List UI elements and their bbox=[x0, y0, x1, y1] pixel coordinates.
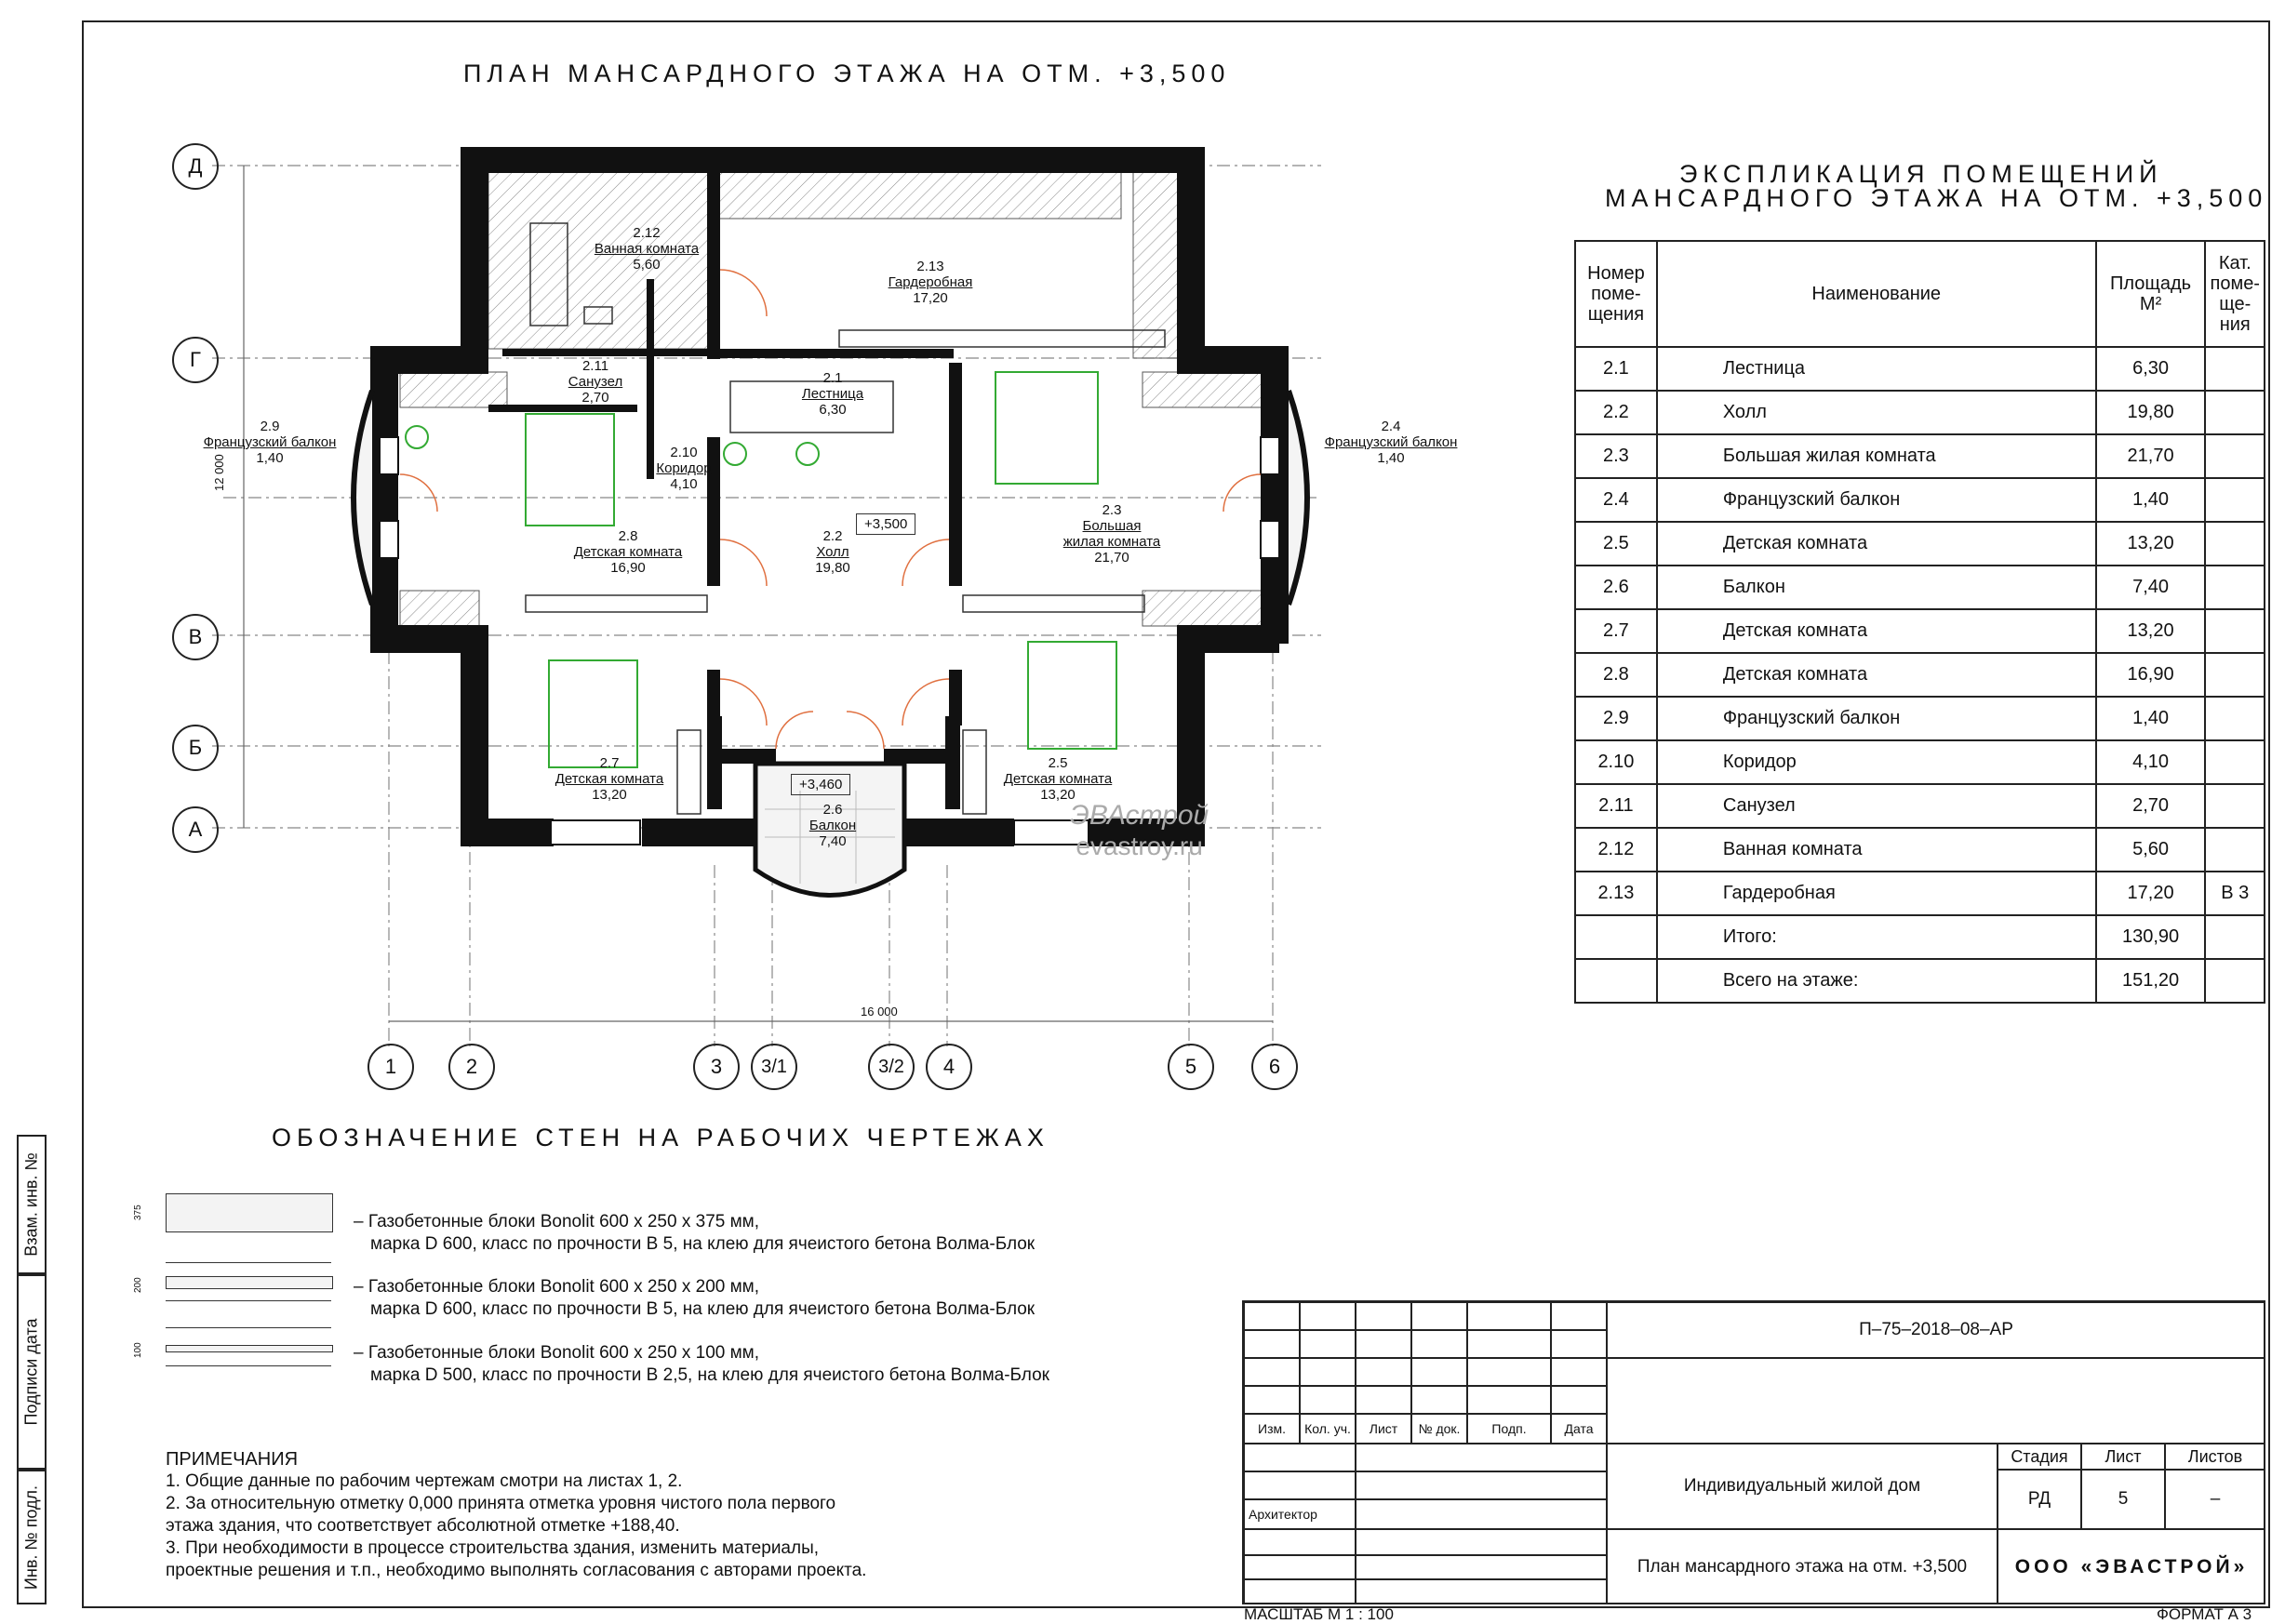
tb-grid bbox=[1551, 1302, 1607, 1330]
tb-code: П–75–2018–08–АР bbox=[1607, 1302, 2265, 1358]
row-cat: В 3 bbox=[2205, 872, 2265, 915]
axis-number-6-text: 6 bbox=[1268, 1055, 1281, 1078]
row-cat bbox=[2205, 566, 2265, 609]
tb-grid bbox=[1356, 1471, 1607, 1499]
wall-legend-200 bbox=[354, 1276, 1035, 1321]
table-header-row bbox=[1575, 241, 2265, 347]
row-area: 6,30 bbox=[2096, 347, 2206, 391]
tb-col-doc: № док. bbox=[1411, 1414, 1467, 1444]
row-name: Французский балкон bbox=[1657, 697, 2096, 740]
tb-grid bbox=[1244, 1471, 1356, 1499]
room-2-5-name: Детская комната bbox=[1003, 771, 1113, 787]
room-2-2-area: 19,80 bbox=[815, 560, 850, 576]
axis-number-3-2 bbox=[868, 1044, 915, 1090]
room-2-1-num: 2.1 bbox=[822, 370, 843, 386]
axis-letter-b-text: Б bbox=[188, 736, 203, 759]
row-name: Большая жилая комната bbox=[1657, 434, 2096, 478]
row-num: 2.12 bbox=[1575, 828, 1657, 872]
floor-value: 151,20 bbox=[2096, 959, 2206, 1003]
row-num: 2.3 bbox=[1575, 434, 1657, 478]
tb-grid bbox=[1244, 1579, 1356, 1604]
row-num: 2.5 bbox=[1575, 522, 1657, 566]
floor-empty bbox=[1575, 959, 1657, 1003]
table-row bbox=[1575, 391, 2265, 434]
axis-letter-v-text: В bbox=[188, 625, 203, 648]
room-2-12 bbox=[577, 225, 716, 273]
row-cat bbox=[2205, 697, 2265, 740]
table-row bbox=[1575, 697, 2265, 740]
tb-sheets-label: Листов bbox=[2165, 1444, 2265, 1470]
tb-grid bbox=[1244, 1555, 1356, 1579]
room-2-3-name: Большая bbox=[1082, 518, 1142, 534]
row-area: 1,40 bbox=[2096, 697, 2206, 740]
axis-number-3-2-text: 3/2 bbox=[878, 1056, 904, 1077]
axis-number-6 bbox=[1251, 1044, 1298, 1090]
tb-grid bbox=[1551, 1386, 1607, 1414]
dimension-horizontal: 16 000 bbox=[861, 1005, 898, 1018]
stamp-signatures-text: Подписи дата bbox=[21, 1318, 41, 1426]
row-cat bbox=[2205, 391, 2265, 434]
notes bbox=[166, 1448, 866, 1582]
row-area: 19,80 bbox=[2096, 391, 2206, 434]
tb-grid bbox=[1411, 1302, 1467, 1330]
room-2-7 bbox=[540, 755, 679, 803]
watermark-brand: ЭВАстрой bbox=[1070, 800, 1209, 831]
stamp-vzam-inv-text: Взам. инв. № bbox=[21, 1152, 41, 1257]
header-name: Наименование bbox=[1657, 241, 2096, 347]
axis-letter-g-text: Г bbox=[190, 348, 201, 371]
axis-number-1 bbox=[367, 1044, 414, 1090]
notes-line: проектные решения и т.п., необходимо выполнять согласования с авторами проекта. bbox=[166, 1561, 867, 1580]
row-name: Ванная комната bbox=[1657, 828, 2096, 872]
room-2-8-name: Детская комната bbox=[573, 544, 683, 560]
tb-sheet-label: Лист bbox=[2081, 1444, 2165, 1470]
room-2-9 bbox=[191, 419, 349, 466]
tb-col-date: Дата bbox=[1551, 1414, 1607, 1444]
wall-legend-100 bbox=[354, 1342, 1049, 1387]
row-cat bbox=[2205, 522, 2265, 566]
total-value: 130,90 bbox=[2096, 915, 2206, 959]
header-num: Номер поме-щения bbox=[1575, 241, 1657, 347]
axis-number-2-text: 2 bbox=[465, 1055, 478, 1078]
row-name: Коридор bbox=[1657, 740, 2096, 784]
wall-swatch-200-core bbox=[166, 1276, 333, 1289]
tb-grid bbox=[1356, 1330, 1411, 1358]
wall-swatch-375 bbox=[166, 1193, 333, 1232]
total-cat-empty bbox=[2205, 915, 2265, 959]
tb-grid bbox=[1467, 1386, 1551, 1414]
table-row bbox=[1575, 347, 2265, 391]
wall-swatch-100-core bbox=[166, 1345, 333, 1352]
axis-letter-a bbox=[172, 806, 219, 853]
room-2-4-num: 2.4 bbox=[1381, 419, 1401, 434]
tb-grid bbox=[1300, 1386, 1356, 1414]
tb-grid bbox=[1356, 1302, 1411, 1330]
header-cat: Кат. поме-ще-ния bbox=[2205, 241, 2265, 347]
row-num: 2.1 bbox=[1575, 347, 1657, 391]
explication-table bbox=[1574, 240, 2265, 1004]
table-total-row bbox=[1575, 915, 2265, 959]
room-2-1-area: 6,30 bbox=[819, 402, 847, 418]
wall-legend-100-line2: марка D 500, класс по прочности В 2,5, на клею для ячеистого бетона Волма-Блок bbox=[370, 1365, 1049, 1385]
stamp-inv-podl bbox=[17, 1470, 47, 1604]
tb-grid bbox=[1356, 1358, 1411, 1386]
room-2-2-num: 2.2 bbox=[822, 528, 843, 544]
row-area: 7,40 bbox=[2096, 566, 2206, 609]
room-2-1-name: Лестница bbox=[801, 386, 864, 402]
room-2-11 bbox=[549, 358, 642, 406]
wall-legend-375 bbox=[354, 1211, 1035, 1256]
tb-grid bbox=[1467, 1330, 1551, 1358]
floor-cat-empty bbox=[2205, 959, 2265, 1003]
row-area: 21,70 bbox=[2096, 434, 2206, 478]
room-2-3-num: 2.3 bbox=[1102, 502, 1122, 518]
explication-title-line1: ЭКСПЛИКАЦИЯ ПОМЕЩЕНИЙ bbox=[1679, 160, 2163, 188]
tb-grid bbox=[1356, 1579, 1607, 1604]
row-cat bbox=[2205, 653, 2265, 697]
wall-legend-200-line1: – Газобетонные блоки Bonolit 600 x 250 x 200 мм, bbox=[354, 1277, 760, 1297]
row-area: 13,20 bbox=[2096, 609, 2206, 653]
row-name: Гардеробная bbox=[1657, 872, 2096, 915]
tb-blank bbox=[1607, 1358, 2265, 1444]
wall-thickness-200: 200 bbox=[133, 1277, 143, 1293]
watermark-url: evastroy.ru bbox=[1076, 832, 1203, 860]
wall-legend-200-line2: марка D 600, класс по прочности В 5, на клею для ячеистого бетона Волма-Блок bbox=[370, 1299, 1036, 1319]
row-num: 2.10 bbox=[1575, 740, 1657, 784]
tb-drawing: План мансардного этажа на отм. +3,500 bbox=[1607, 1529, 1998, 1604]
table-row bbox=[1575, 478, 2265, 522]
row-num: 2.9 bbox=[1575, 697, 1657, 740]
room-2-13 bbox=[861, 259, 1000, 306]
axis-letter-d bbox=[172, 143, 219, 190]
room-2-4-area: 1,40 bbox=[1377, 450, 1405, 466]
wall-legend-375-line1: – Газобетонные блоки Bonolit 600 x 250 x 375 мм, bbox=[354, 1212, 760, 1231]
room-2-6-name: Балкон bbox=[808, 818, 857, 833]
room-2-7-num: 2.7 bbox=[599, 755, 620, 771]
tb-grid bbox=[1411, 1358, 1467, 1386]
row-cat bbox=[2205, 478, 2265, 522]
tb-stage-label: Стадия bbox=[1998, 1444, 2081, 1470]
tb-company: ООО «ЭВАСТРОЙ» bbox=[1998, 1529, 2265, 1604]
tb-grid bbox=[1356, 1386, 1411, 1414]
tb-grid bbox=[1300, 1330, 1356, 1358]
room-2-1 bbox=[786, 370, 879, 418]
axis-number-5 bbox=[1168, 1044, 1214, 1090]
tb-grid bbox=[1411, 1386, 1467, 1414]
tb-grid bbox=[1411, 1330, 1467, 1358]
row-num: 2.6 bbox=[1575, 566, 1657, 609]
row-cat bbox=[2205, 434, 2265, 478]
tb-col-podp: Подп. bbox=[1467, 1414, 1551, 1444]
tb-stage: РД bbox=[1998, 1470, 2081, 1529]
room-2-6 bbox=[786, 802, 879, 849]
room-2-9-num: 2.9 bbox=[260, 419, 280, 434]
wall-legend-100-line1: – Газобетонные блоки Bonolit 600 x 250 x 100 мм, bbox=[354, 1343, 760, 1363]
room-2-10-num: 2.10 bbox=[670, 445, 698, 460]
floor-label: Всего на этаже: bbox=[1657, 959, 2096, 1003]
stamp-vzam-inv bbox=[17, 1135, 47, 1274]
axis-number-3-text: 3 bbox=[710, 1055, 723, 1078]
tb-architect: Архитектор bbox=[1244, 1499, 1356, 1529]
floor-plan bbox=[158, 130, 1321, 1107]
walls-legend-title: ОБОЗНАЧЕНИЕ СТЕН НА РАБОЧИХ ЧЕРТЕЖАХ bbox=[272, 1124, 1049, 1151]
notes-line: 3. При необходимости в процессе строительства здания, изменить материалы, bbox=[166, 1538, 820, 1558]
table-row bbox=[1575, 522, 2265, 566]
row-name: Холл bbox=[1657, 391, 2096, 434]
watermark bbox=[1070, 800, 1209, 861]
tb-col-izm: Изм. bbox=[1244, 1414, 1300, 1444]
tb-grid bbox=[1244, 1529, 1356, 1555]
axis-letter-d-text: Д bbox=[188, 154, 203, 178]
axis-number-4-text: 4 bbox=[942, 1055, 955, 1078]
row-area: 1,40 bbox=[2096, 478, 2206, 522]
tb-object: Индивидуальный жилой дом bbox=[1607, 1444, 1998, 1529]
tb-grid bbox=[1356, 1555, 1607, 1579]
explication-title-line2: МАНСАРДНОГО ЭТАЖА НА ОТМ. +3,500 bbox=[1605, 184, 2268, 212]
row-num: 2.13 bbox=[1575, 872, 1657, 915]
tb-grid bbox=[1244, 1302, 1300, 1330]
row-cat bbox=[2205, 347, 2265, 391]
room-2-10 bbox=[642, 445, 726, 492]
row-cat bbox=[2205, 740, 2265, 784]
room-2-11-num: 2.11 bbox=[581, 358, 609, 374]
tb-grid bbox=[1356, 1444, 1607, 1471]
room-2-8-num: 2.8 bbox=[618, 528, 638, 544]
tb-col-list: Лист bbox=[1356, 1414, 1411, 1444]
room-2-13-name: Гардеробная bbox=[888, 274, 973, 290]
tb-grid bbox=[1244, 1358, 1300, 1386]
row-name: Санузел bbox=[1657, 784, 2096, 828]
tb-grid bbox=[1551, 1358, 1607, 1386]
room-2-3-area: 21,70 bbox=[1094, 550, 1129, 566]
room-2-3-name2: жилая комната bbox=[1062, 534, 1161, 550]
total-label: Итого: bbox=[1657, 915, 2096, 959]
row-cat bbox=[2205, 784, 2265, 828]
notes-line: 2. За относительную отметку 0,000 принята отметка уровня чистого пола первого bbox=[166, 1494, 836, 1513]
room-2-3 bbox=[1042, 502, 1182, 566]
level-mark-hall: +3,500 bbox=[856, 513, 915, 535]
row-name: Лестница bbox=[1657, 347, 2096, 391]
axis-number-1-text: 1 bbox=[384, 1055, 397, 1078]
tb-grid bbox=[1356, 1499, 1607, 1529]
room-2-4-name: Французский балкон bbox=[1324, 434, 1458, 450]
dimension-vertical: 12 000 bbox=[212, 454, 226, 491]
axis-number-2 bbox=[448, 1044, 495, 1090]
table-row bbox=[1575, 609, 2265, 653]
table-floor-row bbox=[1575, 959, 2265, 1003]
room-2-2-name: Холл bbox=[816, 544, 849, 560]
row-area: 4,10 bbox=[2096, 740, 2206, 784]
row-area: 5,60 bbox=[2096, 828, 2206, 872]
stamp-signatures bbox=[17, 1274, 47, 1470]
table-row bbox=[1575, 653, 2265, 697]
axis-letter-v bbox=[172, 614, 219, 660]
notes-title: ПРИМЕЧАНИЯ bbox=[166, 1449, 299, 1470]
row-num: 2.7 bbox=[1575, 609, 1657, 653]
room-2-5-num: 2.5 bbox=[1048, 755, 1068, 771]
tb-grid bbox=[1467, 1358, 1551, 1386]
room-2-4 bbox=[1312, 419, 1470, 466]
room-2-6-num: 2.6 bbox=[822, 802, 843, 818]
room-2-7-name: Детская комната bbox=[555, 771, 664, 787]
room-2-10-name: Коридор bbox=[656, 460, 712, 476]
tb-grid bbox=[1244, 1386, 1300, 1414]
room-2-8 bbox=[558, 528, 698, 576]
row-num: 2.4 bbox=[1575, 478, 1657, 522]
wall-thickness-100: 100 bbox=[133, 1342, 143, 1358]
room-2-12-name: Ванная комната bbox=[594, 241, 700, 257]
tb-grid bbox=[1300, 1358, 1356, 1386]
header-area: Площадь М² bbox=[2096, 241, 2206, 347]
row-num: 2.2 bbox=[1575, 391, 1657, 434]
row-area: 13,20 bbox=[2096, 522, 2206, 566]
tb-col-kol: Кол. уч. bbox=[1300, 1414, 1356, 1444]
tb-sheet: 5 bbox=[2081, 1470, 2165, 1529]
axis-number-5-text: 5 bbox=[1184, 1055, 1197, 1078]
room-2-13-num: 2.13 bbox=[916, 259, 944, 274]
table-row bbox=[1575, 784, 2265, 828]
axis-letter-g bbox=[172, 337, 219, 383]
room-2-2 bbox=[786, 528, 879, 576]
axis-number-4 bbox=[926, 1044, 972, 1090]
format-label: ФОРМАТ А 3 bbox=[2157, 1605, 2252, 1623]
row-area: 2,70 bbox=[2096, 784, 2206, 828]
tb-grid bbox=[1551, 1330, 1607, 1358]
table-row bbox=[1575, 434, 2265, 478]
axis-letter-b bbox=[172, 725, 219, 771]
room-2-5 bbox=[988, 755, 1128, 803]
tb-grid bbox=[1244, 1330, 1300, 1358]
room-2-12-area: 5,60 bbox=[633, 257, 661, 273]
row-area: 16,90 bbox=[2096, 653, 2206, 697]
level-mark-balcony: +3,460 bbox=[791, 774, 850, 795]
row-cat bbox=[2205, 828, 2265, 872]
tb-grid bbox=[1300, 1302, 1356, 1330]
title-block bbox=[1242, 1300, 2265, 1604]
row-name: Детская комната bbox=[1657, 653, 2096, 697]
plan-title: ПЛАН МАНСАРДНОГО ЭТАЖА НА ОТМ. +3,500 bbox=[463, 60, 1231, 87]
table-row bbox=[1575, 872, 2265, 915]
table-row bbox=[1575, 566, 2265, 609]
table-row bbox=[1575, 740, 2265, 784]
room-2-8-area: 16,90 bbox=[610, 560, 646, 576]
wall-thickness-375: 375 bbox=[133, 1205, 143, 1220]
stamp-inv-podl-text: Инв. № подл. bbox=[21, 1484, 41, 1590]
axis-number-3 bbox=[693, 1044, 740, 1090]
notes-line: этажа здания, что соответствует абсолютной отметке +188,40. bbox=[166, 1516, 680, 1536]
room-2-11-name: Санузел bbox=[568, 374, 623, 390]
row-num: 2.8 bbox=[1575, 653, 1657, 697]
axis-number-3-1-text: 3/1 bbox=[761, 1056, 787, 1077]
axis-number-3-1 bbox=[751, 1044, 797, 1090]
row-name: Балкон bbox=[1657, 566, 2096, 609]
room-2-9-name: Французский балкон bbox=[203, 434, 337, 450]
row-num: 2.11 bbox=[1575, 784, 1657, 828]
room-2-10-area: 4,10 bbox=[670, 476, 698, 492]
table-row bbox=[1575, 828, 2265, 872]
room-2-11-area: 2,70 bbox=[581, 390, 609, 406]
tb-grid bbox=[1244, 1444, 1356, 1471]
tb-grid bbox=[1467, 1302, 1551, 1330]
axis-letter-a-text: А bbox=[188, 818, 203, 841]
wall-legend-375-line2: марка D 600, класс по прочности В 5, на клею для ячеистого бетона Волма-Блок bbox=[370, 1234, 1036, 1254]
row-name: Детская комната bbox=[1657, 522, 2096, 566]
room-2-6-area: 7,40 bbox=[819, 833, 847, 849]
room-2-12-num: 2.12 bbox=[633, 225, 661, 241]
row-cat bbox=[2205, 609, 2265, 653]
total-empty bbox=[1575, 915, 1657, 959]
tb-grid bbox=[1356, 1529, 1607, 1555]
row-area: 17,20 bbox=[2096, 872, 2206, 915]
room-2-13-area: 17,20 bbox=[913, 290, 948, 306]
row-name: Детская комната bbox=[1657, 609, 2096, 653]
row-name: Французский балкон bbox=[1657, 478, 2096, 522]
room-2-5-area: 13,20 bbox=[1040, 787, 1076, 803]
scale-label: МАСШТАБ М 1 : 100 bbox=[1244, 1605, 1394, 1623]
room-2-7-area: 13,20 bbox=[592, 787, 627, 803]
room-2-9-area: 1,40 bbox=[256, 450, 284, 466]
notes-line: 1. Общие данные по рабочим чертежам смотри на листах 1, 2. bbox=[166, 1471, 683, 1491]
tb-sheets: – bbox=[2165, 1470, 2265, 1529]
